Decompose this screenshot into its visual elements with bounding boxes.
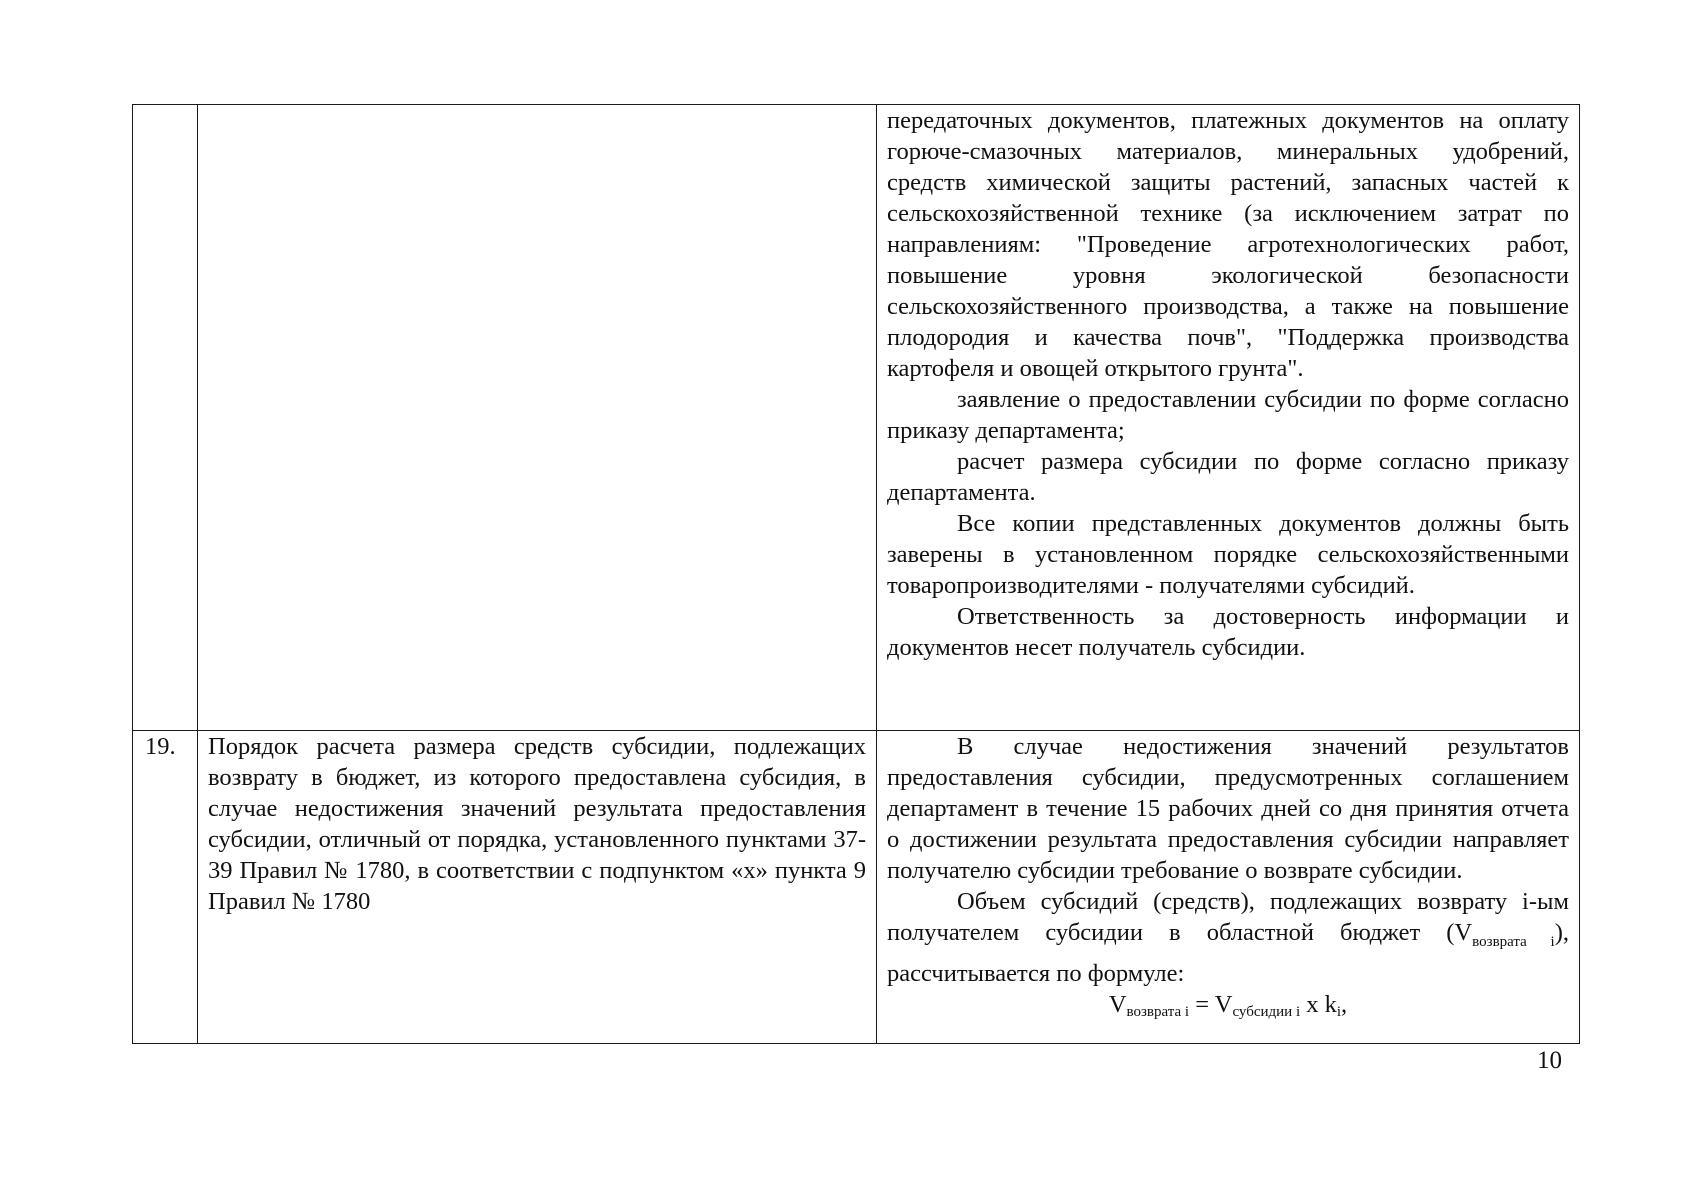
content-paragraph: В случае недостижения значений результатов предоставления субсидии, предусмотренных соглашением департамент в течение 15 рабочих дней со дня принятия отчета о достижении результата предоставления субсидии направляет получателю субсидии требование о возврате субсидии. [887, 733, 1569, 884]
formula-subscript: субсидии i [1232, 1003, 1301, 1020]
table-row [133, 105, 1580, 731]
formula-subscript: возврата i [1126, 1003, 1190, 1020]
page-number: 10 [1537, 1047, 1562, 1074]
description-paragraph: Порядок расчета размера средств субсидии, подлежащих возврату в бюджет, из которого предоставлена субсидия, в случае недостижения значений результата предоставления субсидии, отличный от порядка, установленного пунктами 37-39 Правил № 1780, в соответствии с подпунктом «х» пункта 9 Правил № 1780 [208, 733, 866, 915]
content-paragraph: расчет размера субсидии по форме согласно приказу департамента. [887, 448, 1569, 506]
row-content-cell [877, 731, 1580, 1044]
formula-part: = V [1189, 990, 1233, 1018]
content-paragraph [887, 886, 1569, 989]
formula-subscript: i [1336, 1003, 1342, 1020]
row-number-cell: 19. [133, 731, 198, 1044]
row-description-cell [198, 105, 877, 731]
row-number-cell [133, 105, 198, 731]
row-content-cell [877, 105, 1580, 731]
content-text: ), рассчитывается по формуле: [887, 919, 1570, 987]
content-paragraph: Все копии представленных документов должны быть заверены в установленном порядке сельскохозяйственными товаропроизводителями - получателями субсидий. [887, 510, 1569, 599]
formula [887, 989, 1569, 1020]
content-text: Объем субсидий (средств), подлежащих возврату i-ым получателем субсидии в областной бюджет (V [887, 888, 1569, 946]
document-table [132, 104, 1580, 1044]
table-row [133, 731, 1580, 1044]
row-description-cell [198, 731, 877, 1044]
subscript-text: возврата i [1472, 933, 1555, 950]
content-paragraph: передаточных документов, платежных документов на оплату горюче-смазочных материалов, минеральных удобрений, средств химической защиты растений, запасных частей к сельскохозяйственной технике (за исключением затрат по направлениям: "Проведение агротехнологических работ, повышение уровня экологической безопасности сельскохозяйственного производства, а также на повышение плодородия и качества почв", "Поддержка производства картофеля и овощей открытого грунта". [887, 107, 1569, 382]
formula-part: x k [1300, 990, 1337, 1018]
content-paragraph: заявление о предоставлении субсидии по форме согласно приказу департамента; [887, 386, 1569, 444]
formula-part: V [1108, 990, 1127, 1018]
formula-part: , [1341, 990, 1348, 1018]
content-paragraph: Ответственность за достоверность информации и документов несет получатель субсидии. [887, 603, 1569, 661]
